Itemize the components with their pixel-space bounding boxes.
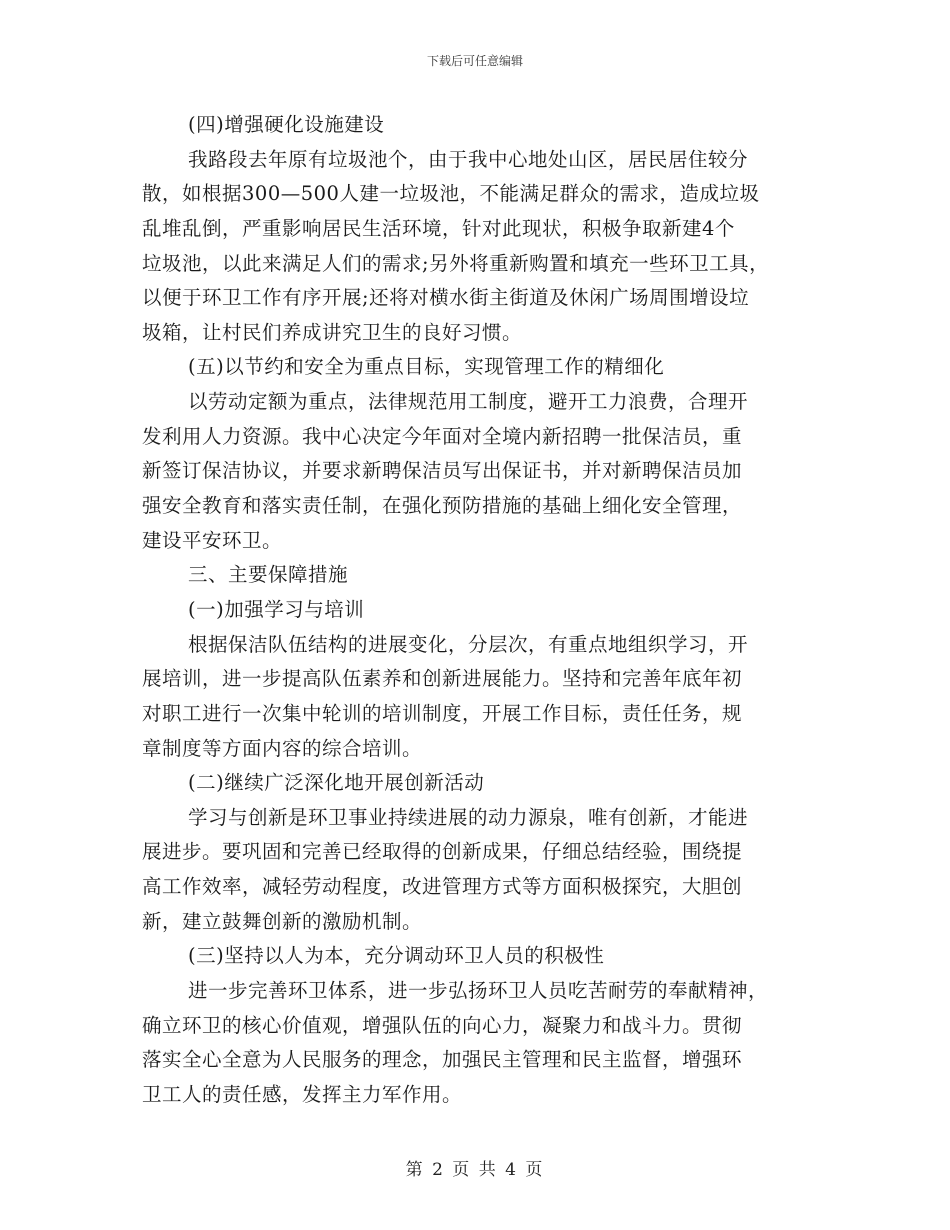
text-line: 根据保洁队伍结构的进展变化，分层次，有重点地组织学习，开: [188, 632, 749, 656]
text-line: 圾箱，让村民们养成讲究卫生的良好习惯。: [142, 320, 523, 344]
text-line: 章制度等方面内容的综合培训。: [142, 736, 423, 760]
document-body: [142, 108, 810, 1113]
page-header-note: 下载后可任意编辑: [426, 54, 523, 68]
page-number: 第 2 页 共 4 页: [405, 1160, 545, 1180]
text-line: 新签订保洁协议，并要求新聘保洁员写出保证书，并对新聘保洁员加: [142, 459, 743, 483]
text-line: 以便于环卫工作有序开展;还将对横水街主街道及休闲广场周围增设垃: [142, 286, 750, 310]
text-line: 进一步完善环卫体系，进一步弘扬环卫人员吃苦耐劳的奉献精神，: [188, 979, 769, 1003]
text-line: (四)增强硬化设施建设: [188, 113, 385, 136]
text-line: (一)加强学习与培训: [188, 597, 365, 621]
text-line: 确立环卫的核心价值观，增强队伍的向心力，凝聚力和战斗力。贯彻: [142, 1013, 743, 1037]
text-line: 垃圾池，以此来满足人们的需求;另外将重新购置和填充一些环卫工具，: [142, 251, 770, 275]
text-line: 展培训，进一步提高队伍素养和创新进展能力。坚持和完善年底年初: [142, 667, 743, 691]
text-line: 以劳动定额为重点，法律规范用工制度，避开工力浪费，合理开: [188, 390, 749, 414]
text-line: 新，建立鼓舞创新的激励机制。: [142, 909, 423, 933]
text-line: 三、主要保障措施: [188, 563, 349, 587]
text-line: (五)以节约和安全为重点目标，实现管理工作的精细化: [188, 355, 665, 379]
text-line: 散，如根据300—500人建一垃圾池，不能满足群众的需求，造成垃圾: [142, 182, 760, 206]
text-line: 落实全心全意为人民服务的理念，加强民主管理和民主监督，增强环: [142, 1048, 743, 1072]
text-line: 建设平安环卫。: [142, 528, 283, 552]
text-line: 我路段去年原有垃圾池个，由于我中心地处山区，居民居住较分: [188, 147, 749, 171]
text-line: 学习与创新是环卫事业持续进展的动力源泉，唯有创新，才能进: [188, 805, 749, 829]
text-line: 对职工进行一次集中轮训的培训制度，开展工作目标，责任任务，规: [142, 701, 743, 725]
text-line: 乱堆乱倒，严重影响居民生活环境，针对此现状，积极争取新建4个: [142, 216, 735, 240]
text-line: 卫工人的责任感，发挥主力军作用。: [142, 1082, 463, 1106]
text-line: 高工作效率，减轻劳动程度，改进管理方式等方面积极探究，大胆创: [142, 875, 743, 899]
text-line: 展进步。要巩固和完善已经取得的创新成果，仔细总结经验，围绕提: [142, 840, 743, 864]
text-line: 发利用人力资源。我中心决定今年面对全境内新招聘一批保洁员，重: [142, 424, 743, 448]
text-line: (三)坚持以人为本，充分调动环卫人员的积极性: [188, 944, 605, 968]
text-line: (二)继续广泛深化地开展创新活动: [188, 771, 485, 795]
text-line: 强安全教育和落实责任制，在强化预防措施的基础上细化安全管理，: [142, 494, 743, 518]
